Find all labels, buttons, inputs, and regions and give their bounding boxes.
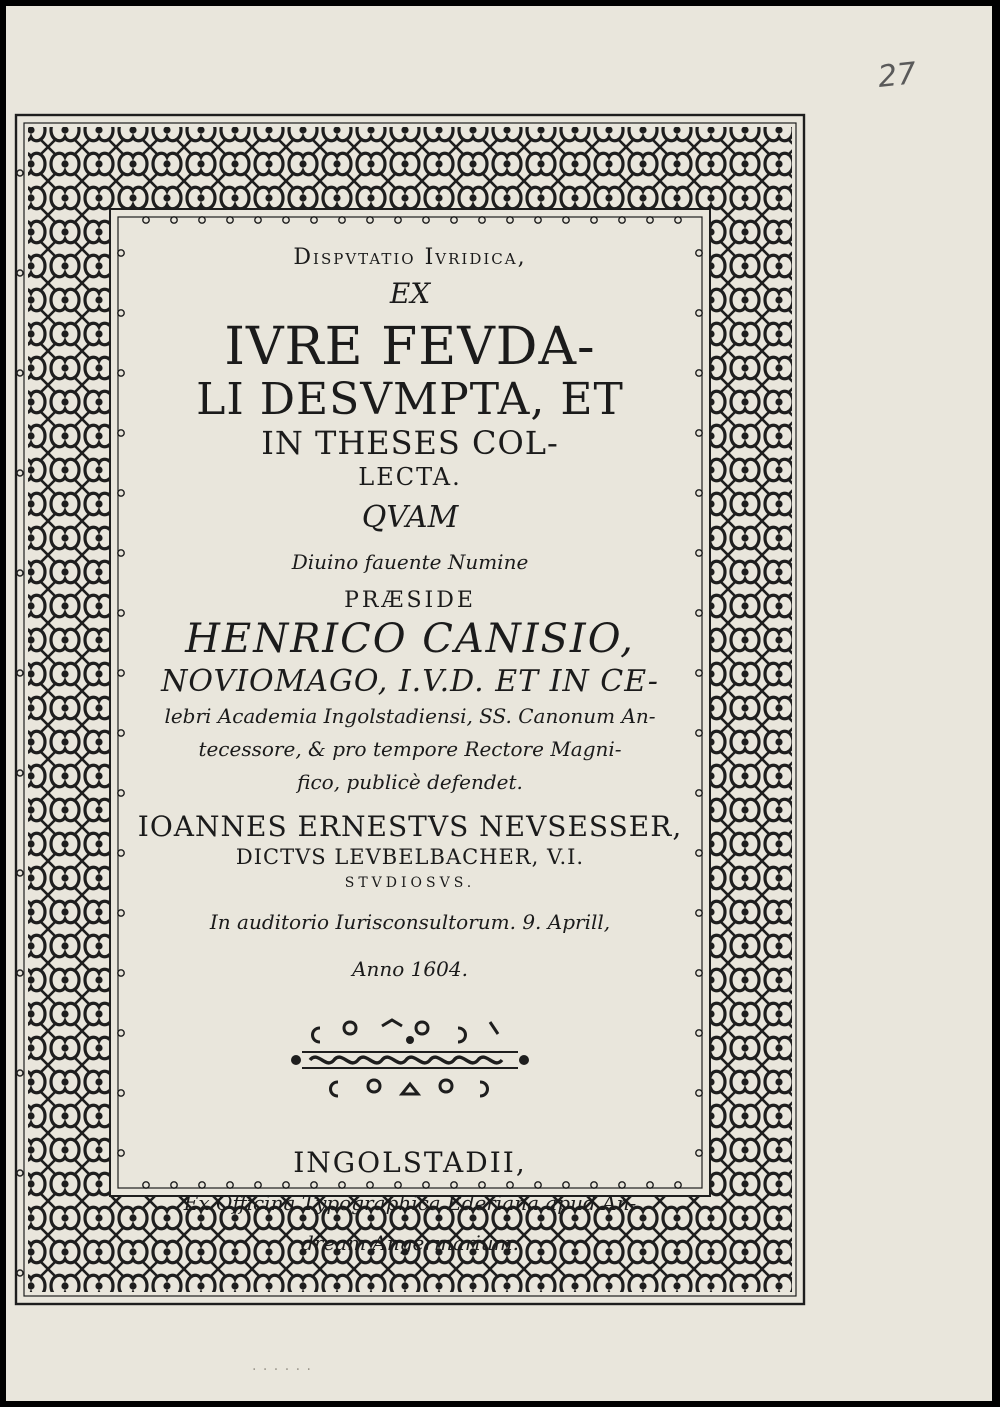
imprint-printer-1: Ex Officina Typographica Ederiana apud An- <box>183 1190 637 1215</box>
bottom-marks: · · · · · · <box>252 1362 312 1378</box>
title-line-15: IOANNES ERNESTVS NEVSESSER, <box>137 810 683 844</box>
imprint-printer-2: dream Angermarium. <box>300 1230 520 1255</box>
title-line-9: PRÆSIDE <box>344 587 476 613</box>
title-line-6: LECTA. <box>358 462 462 491</box>
title-line-17: STVDIOSVS. <box>344 874 476 891</box>
printers-ornament <box>290 1012 530 1106</box>
title-line-1: Dispvtatio Ivridica, <box>293 245 527 270</box>
title-line-13: tecessore, & pro tempore Rectore Magni- <box>198 737 622 762</box>
imprint-city: INGOLSTADII, <box>293 1146 527 1180</box>
title-line-10: HENRICO CANISIO, <box>185 615 635 662</box>
title-page <box>6 6 992 1401</box>
title-line-14: fico, publicè defendet. <box>297 770 523 795</box>
folio-number: 27 <box>876 56 918 95</box>
title-line-11: NOVIOMAGO, I.V.D. ET IN CE- <box>161 663 659 699</box>
title-line-16: DICTVS LEVBELBACHER, V.I. <box>235 844 585 869</box>
title-line-3: IVRE FEVDA- <box>224 317 596 378</box>
title-line-2: EX <box>389 277 431 311</box>
title-line-7: QVAM <box>361 500 459 536</box>
title-line-18: In auditorio Iurisconsultorum. 9. Aprill, <box>209 910 611 935</box>
title-line-8: Diuino fauente Numine <box>291 549 529 574</box>
title-line-12: lebri Academia Ingolstadiensi, SS. Canonum An- <box>164 704 656 729</box>
title-text-block <box>130 224 690 1255</box>
title-line-4: LI DESVMPTA, ET <box>196 374 624 426</box>
title-line-5: IN THESES COL- <box>261 424 559 463</box>
title-line-19: Anno 1604. <box>352 957 468 982</box>
